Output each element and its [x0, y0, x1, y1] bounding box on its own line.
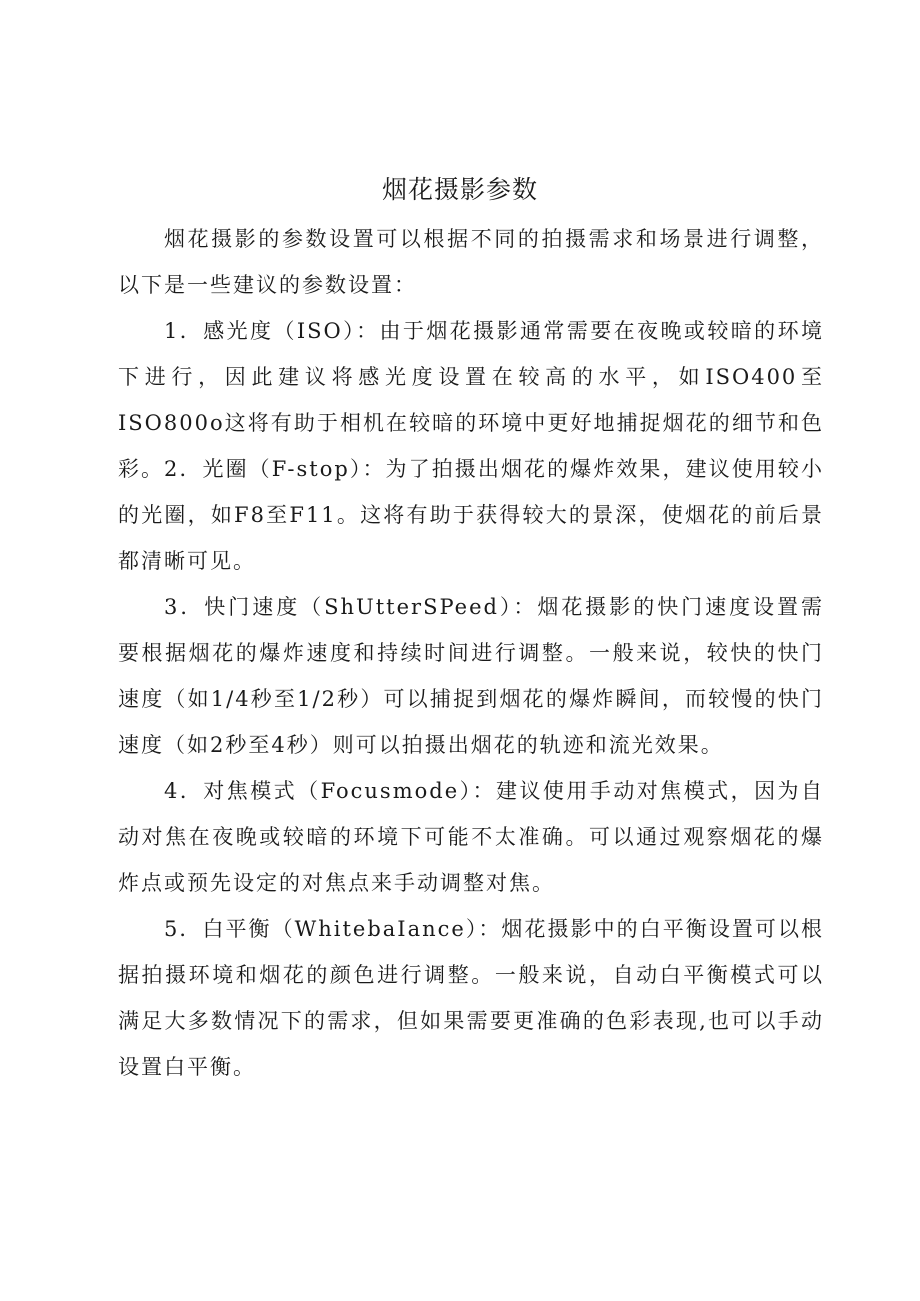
section-iso: 1．感光度（ISO）：由于烟花摄影通常需要在夜晚或较暗的环境下进行，因此建议将感光度设置在较高的水平，如ISO400至ISO800o这将有助于相机在较暗的环境中更好地捕捉烟花的细节和色彩。 — [118, 319, 824, 481]
intro-paragraph: 烟花摄影的参数设置可以根据不同的拍摄需求和场景进行调整，以下是一些建议的参数设置： — [118, 227, 824, 297]
section-white-balance: 5．白平衡（WhitebaIance）：烟花摄影中的白平衡设置可以根据拍摄环境和烟花的颜色进行调整。一般来说，自动白平衡模式可以满足大多数情况下的需求，但如果需要更准确的色彩表现,也可以手动设置白平衡。 — [118, 917, 824, 1079]
section-focus-mode: 4．对焦模式（Focusmode）：建议使用手动对焦模式，因为自动对焦在夜晚或较暗的环境下可能不太准确。可以通过观察烟花的爆炸点或预先设定的对焦点来手动调整对焦。 — [118, 779, 824, 895]
document-title: 烟花摄影参数 — [381, 175, 538, 204]
section-shutter-speed: 3．快门速度（ShUtterSPeed）：烟花摄影的快门速度设置需要根据烟花的爆炸速度和持续时间进行调整。一般来说，较快的快门速度（如1/4秒至1/2秒）可以捕捉到烟花的爆炸瞬间，而较慢的快门速度（如2秒至4秒）则可以拍摄出烟花的轨迹和流光效果。 — [118, 595, 824, 757]
section-aperture: 2．光圈（F-stop）：为了拍摄出烟花的爆炸效果，建议使用较小的光圈，如F8至F11。这将有助于获得较大的景深，使烟花的前后景都清晰可见。 — [118, 457, 824, 573]
